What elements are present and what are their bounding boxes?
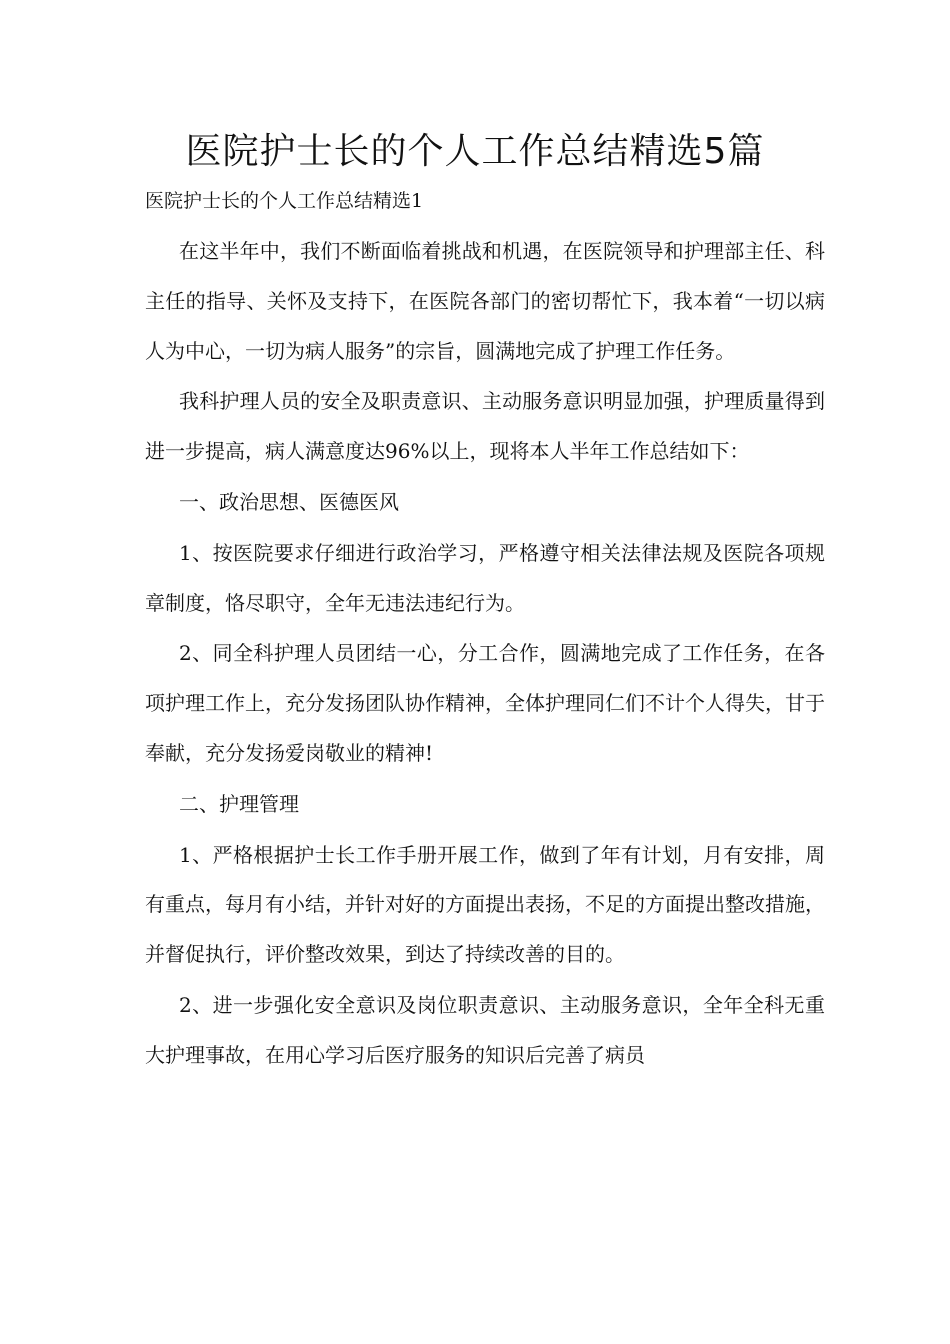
section-heading: 二、护理管理 (179, 791, 299, 816)
paragraph: 2、进一步强化安全意识及岗位职责意识、主动服务意识，全年全科无重大护理事故，在用心学习后医疗服务的知识后完善了病员 (145, 992, 825, 1067)
section-heading: 一、政治思想、医德医风 (179, 489, 399, 514)
paragraph: 我科护理人员的安全及职责意识、主动服务意识明显加强，护理质量得到进一步提高，病人满意度达96%以上，现将本人半年工作总结如下： (145, 389, 825, 464)
document-subtitle: 医院护士长的个人工作总结精选1 (145, 190, 424, 212)
paragraph: 1、严格根据护士长工作手册开展工作，做到了年有计划，月有安排，周有重点，每月有小结，并针对好的方面提出表扬，不足的方面提出整改措施，并督促执行，评价整改效果，到达了持续改善的目的。 (145, 842, 825, 967)
paragraph: 在这半年中，我们不断面临着挑战和机遇，在医院领导和护理部主任、科主任的指导、关怀及支持下，在医院各部门的密切帮忙下，我本着“一切以病人为中心，一切为病人服务”的宗旨，圆满地完成了护理工作任务。 (145, 239, 825, 363)
paragraph: 1、按医院要求仔细进行政治学习，严格遵守相关法律法规及医院各项规章制度，恪尽职守，全年无违法违纪行为。 (145, 540, 825, 615)
document-title: 医院护士长的个人工作总结精选5篇 (185, 131, 765, 172)
document-body (145, 227, 825, 1082)
paragraph: 2、同全科护理人员团结一心，分工合作，圆满地完成了工作任务，在各项护理工作上，充分发扬团队协作精神，全体护理同仁们不计个人得失，甘于奉献，充分发扬爱岗敬业的精神! (145, 641, 825, 765)
